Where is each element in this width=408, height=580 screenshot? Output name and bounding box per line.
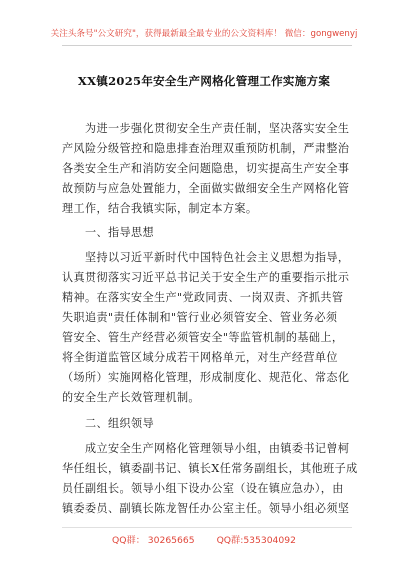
section-heading: 一、指导思想: [85, 226, 154, 239]
footer-divider: [62, 527, 352, 528]
paragraph-line: 为进一步强化贯彻安全生产责任制，坚决落实安全生: [85, 122, 350, 135]
paragraph-line: 故预防与应急处置能力，全面做实做细安全生产网格化管: [62, 182, 350, 195]
paragraph-line: 将全街道监管区域分成若干网格单元，对生产经营单位: [62, 351, 338, 364]
paragraph-line: 产风险分级管控和隐患排查治理双重预防机制，严肃整治: [62, 142, 350, 155]
paragraph-line: 员任副组长。领导小组下设办公室（设在镇应急办），由: [62, 482, 344, 495]
paragraph-line: 坚持以习近平新时代中国特色社会主义思想为指导，: [85, 251, 350, 264]
footer-qq-group-1: QQ群： 30265665: [112, 535, 195, 546]
header-divider: [62, 45, 352, 46]
paragraph-line: 失职追责"责任体制和"管行业必须管安全、管业务必须: [62, 311, 338, 324]
paragraph-line: 成立安全生产网格化管理领导小组，由镇委书记曾柯: [85, 442, 350, 455]
header-note: 关注头条号"公文研究"，获得最新最全最专业的公文资料库！ 微信：gongwenyj: [50, 29, 358, 39]
footer-qq-group-2: QQ群:535304092: [216, 535, 296, 546]
section-heading: 二、组织领导: [85, 417, 154, 430]
paragraph-line: 精神。在落实安全生产"党政同责、一岗双责、齐抓共管: [62, 291, 344, 304]
paragraph-line: 管安全、管生产经营必须管安全"等监管机制的基础上，: [62, 331, 344, 344]
paragraph-line: 华任组长，镇委副书记、镇长X任常务副组长，其他班子成: [62, 462, 358, 475]
document-title: XX镇2025年安全生产网格化管理工作实施方案: [77, 74, 331, 88]
paragraph-line: 理工作，结合我镇实际，制定本方案。: [62, 202, 258, 215]
paragraph-line: 镇委委员、副镇长陈龙智任办公室主任。领导小组必须坚: [62, 502, 350, 515]
paragraph-line: 的安全生产长效管理机制。: [62, 391, 200, 404]
paragraph-line: 各类安全生产和消防安全问题隐患，切实提高生产安全事: [62, 162, 350, 175]
paragraph-line: 认真贯彻落实习近平总书记关于安全生产的重要指示批示: [62, 271, 350, 284]
footer: [0, 532, 408, 546]
paragraph-line: （场所）实施网格化管理，形成制度化、规范化、常态化: [62, 371, 350, 384]
